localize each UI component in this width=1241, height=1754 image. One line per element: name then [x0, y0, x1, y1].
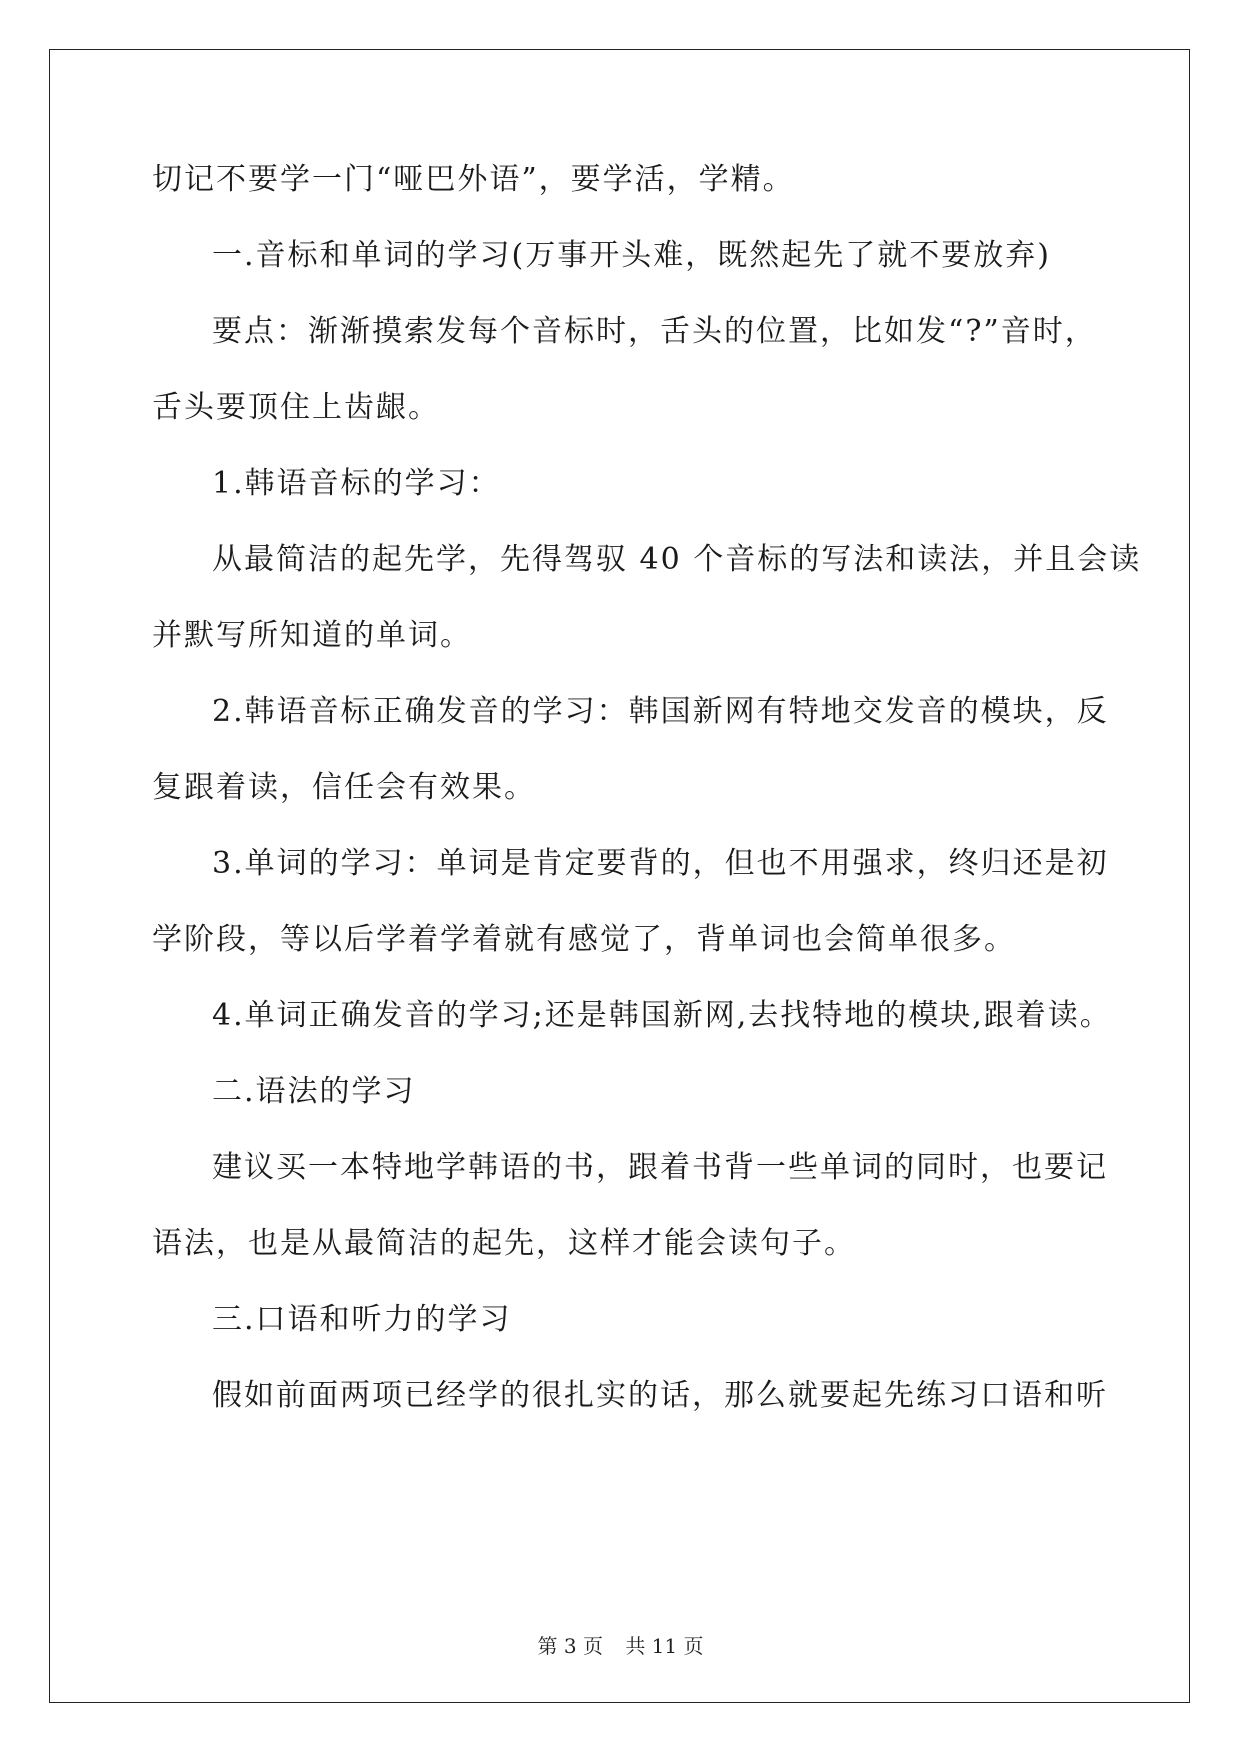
section-heading: 三.口语和听力的学习 — [212, 1302, 512, 1337]
text-line: 切记不要学一门“哑巴外语”，要学活，学精。 — [152, 162, 795, 197]
page-footer — [0, 1630, 1241, 1659]
text-line: 3.单词的学习：单词是肯定要背的，但也不用强求，终归还是初 — [212, 846, 1109, 881]
text-line: 复跟着读，信任会有效果。 — [152, 770, 536, 805]
text-line: 语法，也是从最简洁的起先，这样才能会读句子。 — [152, 1226, 856, 1261]
text-line: 4.单词正确发音的学习;还是韩国新网,去找特地的模块,跟着读。 — [212, 998, 1112, 1033]
page-number: 第 3 页 — [537, 1634, 603, 1658]
section-heading: 一.音标和单词的学习(万事开头难，既然起先了就不要放弃) — [212, 238, 1051, 273]
text-line: 建议买一本特地学韩语的书，跟着书背一些单词的同时，也要记 — [212, 1150, 1108, 1185]
text-line: 学阶段，等以后学着学着就有感觉了，背单词也会简单很多。 — [152, 922, 1016, 957]
text-line: 舌头要顶住上齿龈。 — [152, 390, 440, 425]
text-line: 并默写所知道的单词。 — [152, 618, 472, 653]
subsection-heading: 1.韩语音标的学习： — [212, 466, 501, 501]
text-line: 假如前面两项已经学的很扎实的话，那么就要起先练习口语和听 — [212, 1378, 1108, 1413]
text-line: 要点：渐渐摸索发每个音标时，舌头的位置，比如发“?”音时， — [212, 314, 1097, 349]
page-total: 共 11 页 — [625, 1634, 704, 1658]
section-heading: 二.语法的学习 — [212, 1074, 416, 1109]
text-line: 从最简洁的起先学，先得驾驭 40 个音标的写法和读法，并且会读 — [212, 542, 1142, 577]
text-line: 2.韩语音标正确发音的学习：韩国新网有特地交发音的模块，反 — [212, 694, 1109, 729]
